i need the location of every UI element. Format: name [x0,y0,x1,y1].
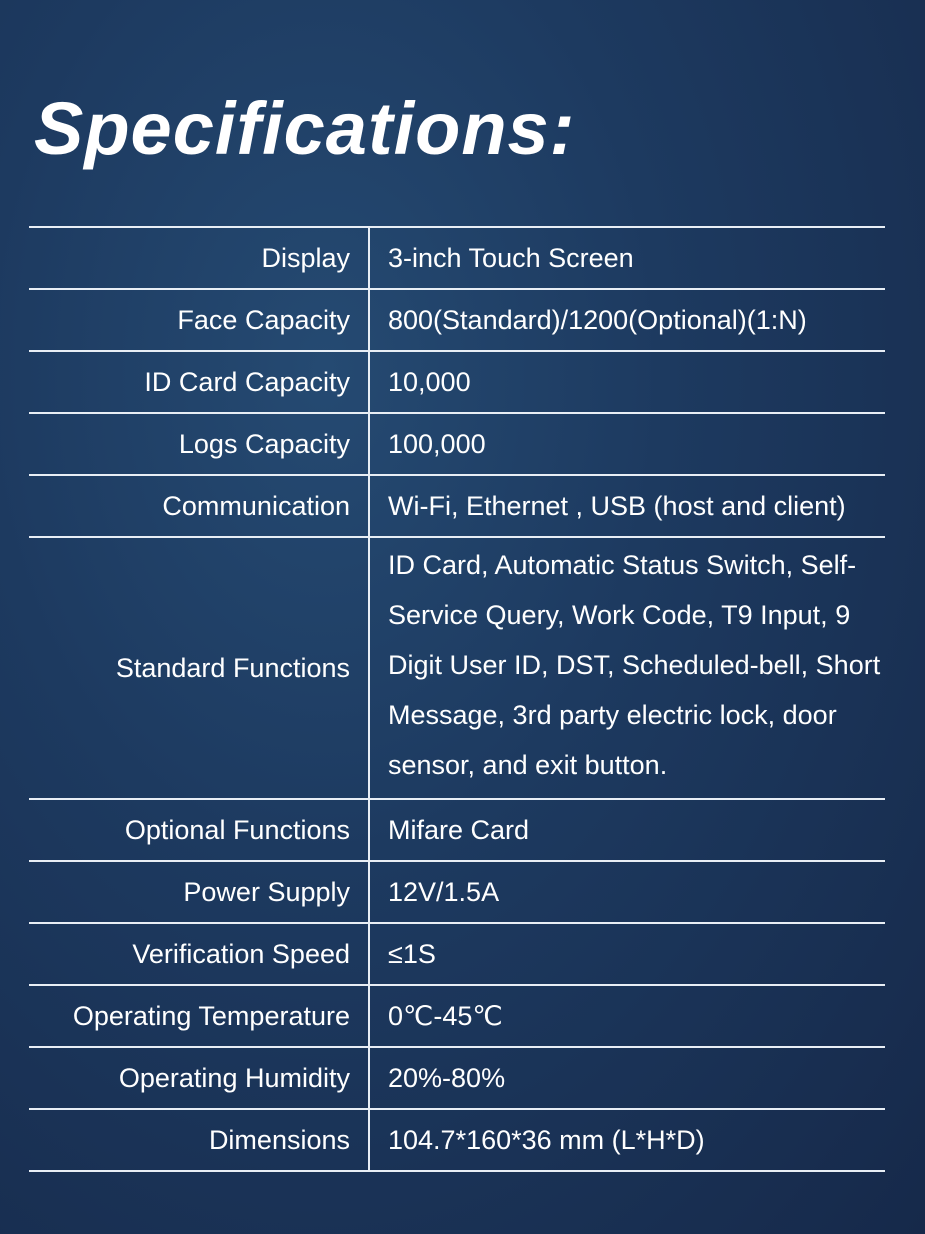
table-row [29,799,885,861]
table-row [29,537,885,799]
table-row [29,985,885,1047]
spec-value: Wi-Fi, Ethernet , USB (host and client) [388,491,846,521]
table-row [29,1109,885,1171]
table-row [29,289,885,351]
page-title: Specifications: [34,87,576,170]
spec-value: 3-inch Touch Screen [388,243,634,273]
spec-label: Verification Speed [29,923,369,985]
spec-label: Power Supply [29,861,369,923]
spec-value: 10,000 [388,367,471,397]
table-row [29,861,885,923]
spec-label: Operating Humidity [29,1047,369,1109]
spec-label: Communication [29,475,369,537]
spec-value: 104.7*160*36 mm (L*H*D) [388,1125,705,1155]
table-row [29,1047,885,1109]
spec-value: ID Card, Automatic Status Switch, Self-Service Query, Work Code, T9 Input, 9 Digit User ID, DST, Scheduled-bell, Short Message, 3rd party electric lock, door sensor, and exit button. [388,550,881,780]
spec-label: ID Card Capacity [29,351,369,413]
spec-value: 0℃-45℃ [388,1001,503,1031]
spec-value: ≤1S [388,939,436,969]
spec-value: Mifare Card [388,815,530,845]
spec-value: 800(Standard)/1200(Optional)(1:N) [388,305,807,335]
spec-label: Standard Functions [29,537,369,799]
spec-value: 12V/1.5A [388,877,500,907]
specifications-table [29,226,885,1172]
table-row [29,351,885,413]
spec-label: Display [29,227,369,289]
spec-label: Operating Temperature [29,985,369,1047]
spec-label: Face Capacity [29,289,369,351]
spec-label: Dimensions [29,1109,369,1171]
table-row [29,227,885,289]
spec-value: 20%-80% [388,1063,506,1093]
table-row [29,923,885,985]
spec-value: 100,000 [388,429,486,459]
table-row [29,413,885,475]
spec-label: Optional Functions [29,799,369,861]
table-row [29,475,885,537]
spec-label: Logs Capacity [29,413,369,475]
